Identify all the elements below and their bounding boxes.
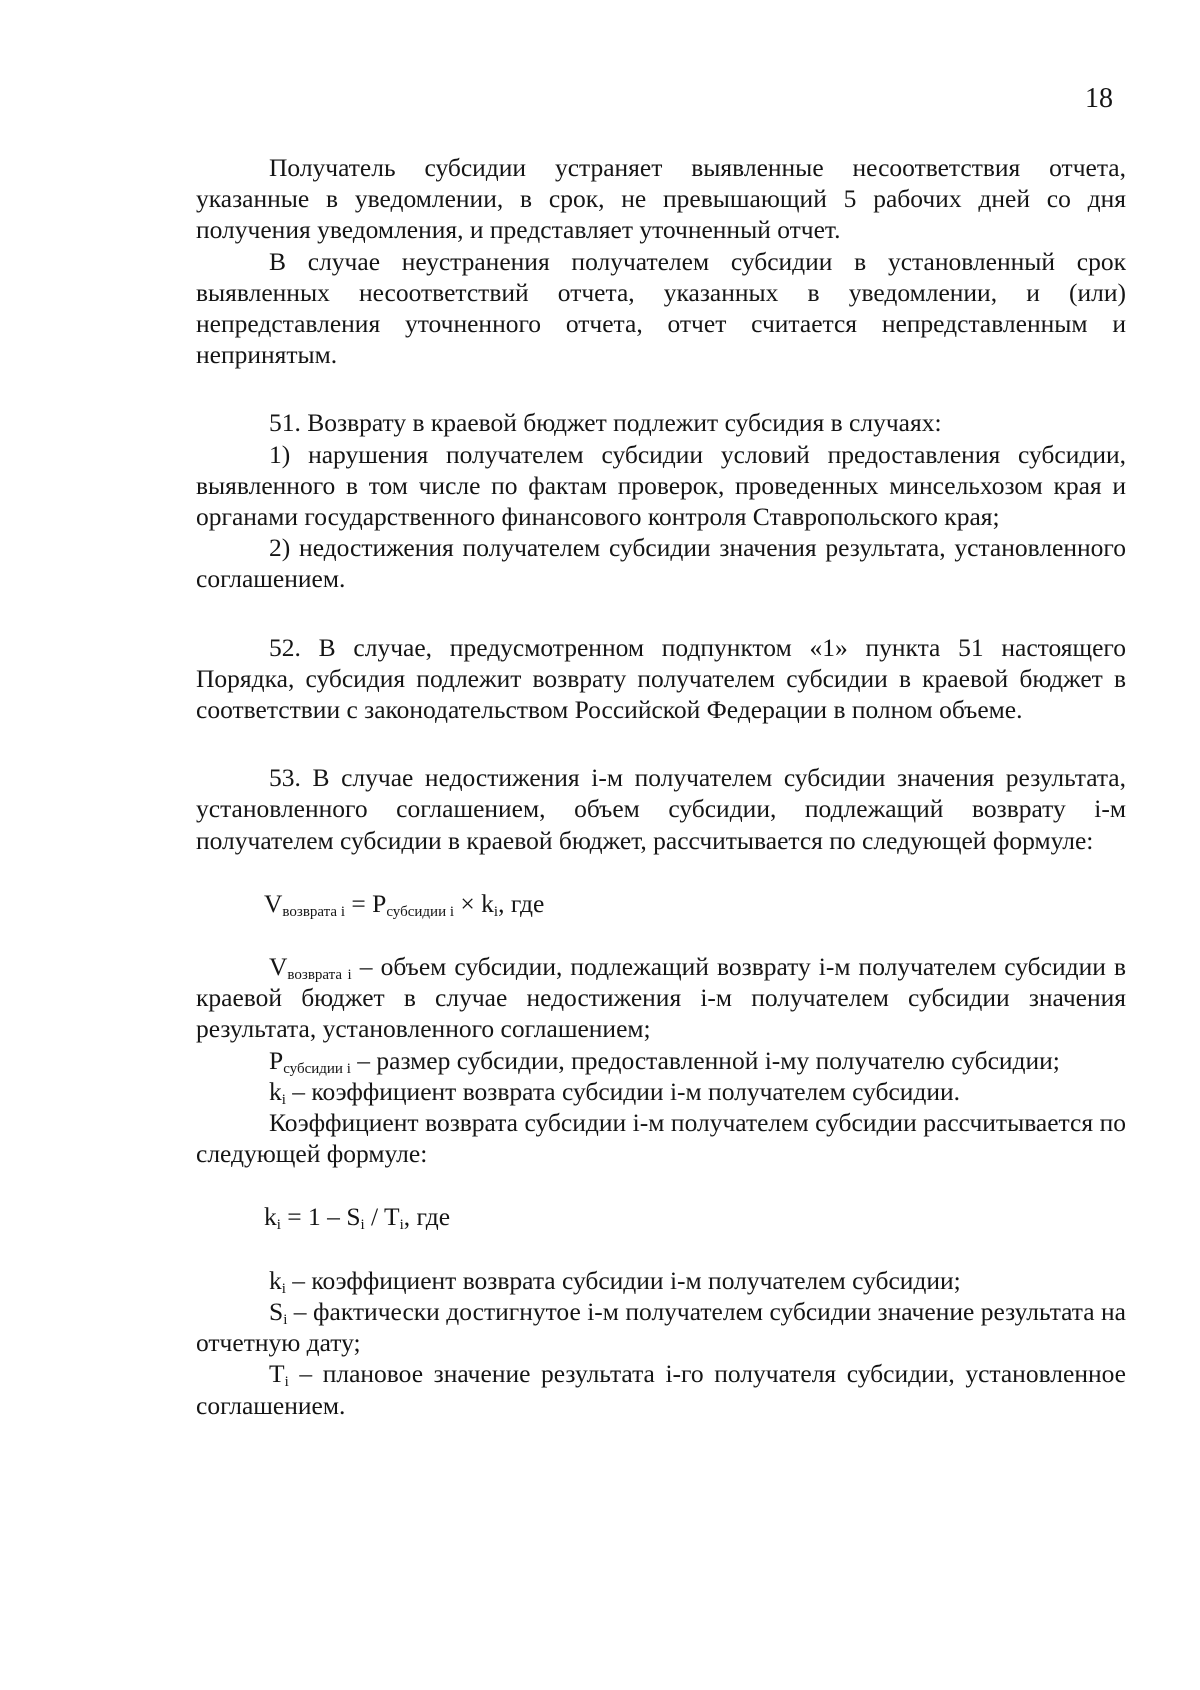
definition-t-planned: $T_i$ – плановое значение результата i-го получателя субсидии, установленное соглашением. bbox=[196, 1359, 1126, 1420]
definition-p-subsidy: $P_{субсидии i}$ – размер субсидии, предоставленной i-му получателю субсидии; bbox=[269, 1045, 1060, 1077]
spacer bbox=[196, 370, 1126, 407]
spacer bbox=[196, 1169, 1126, 1201]
paragraph-51-item-1: 1) нарушения получателем субсидии условий предоставления субсидии, выявленного в том числе по фактам проверок, проведенных минсельхозом края и органами государственного финансового контроля Ставропольского края; bbox=[196, 439, 1126, 532]
spacer bbox=[196, 725, 1126, 762]
paragraph-report-correction: Получатель субсидии устраняет выявленные несоответствия отчета, указанные в уведомлении, в срок, не превышающий 5 рабочих дней со дня получения уведомления, и представляет уточненный отчет. bbox=[196, 153, 1126, 245]
document-body bbox=[196, 152, 1126, 1421]
page-number: 18 bbox=[1085, 83, 1113, 114]
paragraph-52: 52. В случае, предусмотренном подпунктом «1» пункта 51 настоящего Порядка, субсидия подлежит возврату получателем субсидии в краевой бюджет в соответствии с законодательством Российской Федерации в полном объеме. bbox=[196, 632, 1126, 725]
spacer bbox=[196, 856, 1126, 888]
spacer bbox=[196, 595, 1126, 632]
definition-k-coefficient: $k_i$ – коэффициент возврата субсидии i-м получателем субсидии. bbox=[269, 1076, 961, 1108]
definition-k-coefficient-2: $k_i$ – коэффициент возврата субсидии i-м получателем субсидии; bbox=[269, 1265, 961, 1297]
definition-v-refund: $V_{возврата i}$ – объем субсидии, подлежащий возврату i-м получателем субсидии в краевой бюджет в случае недостижения i-м получателем субсидии значения результата, установленного соглашением; bbox=[196, 952, 1126, 1044]
spacer bbox=[196, 1233, 1126, 1265]
paragraph-51: 51. Возврату в краевой бюджет подлежит субсидия в случаях: bbox=[269, 408, 942, 438]
paragraph-coefficient-intro: Коэффициент возврата субсидии i-м получателем субсидии рассчитывается по следующей формуле: bbox=[196, 1108, 1126, 1169]
formula-coefficient: $k_i = 1 - S_i / T_i$, где bbox=[264, 1202, 451, 1234]
paragraph-53: 53. В случае недостижения i-м получателем субсидии значения результата, установленного соглашением, объем субсидии, подлежащий возврату i-м получателем субсидии в краевой бюджет, рассчитывается по следующей формуле: bbox=[196, 763, 1126, 855]
spacer bbox=[196, 919, 1126, 951]
formula-refund-volume: $V_{возврата i} = P_{субсидии i} \times k_i$, где bbox=[264, 888, 545, 920]
paragraph-report-not-accepted: В случае неустранения получателем субсидии в установленный срок выявленных несоответствий отчета, указанных в уведомлении, и (или) непредставления уточненного отчета, отчет считается непредставленным и непринятым. bbox=[196, 246, 1126, 370]
paragraph-51-item-2: 2) недостижения получателем субсидии значения результата, установленного соглашением. bbox=[196, 533, 1126, 594]
definition-s-achieved: $S_i$ – фактически достигнутое i-м получателем субсидии значение результата на отчетную дату; bbox=[196, 1296, 1126, 1358]
